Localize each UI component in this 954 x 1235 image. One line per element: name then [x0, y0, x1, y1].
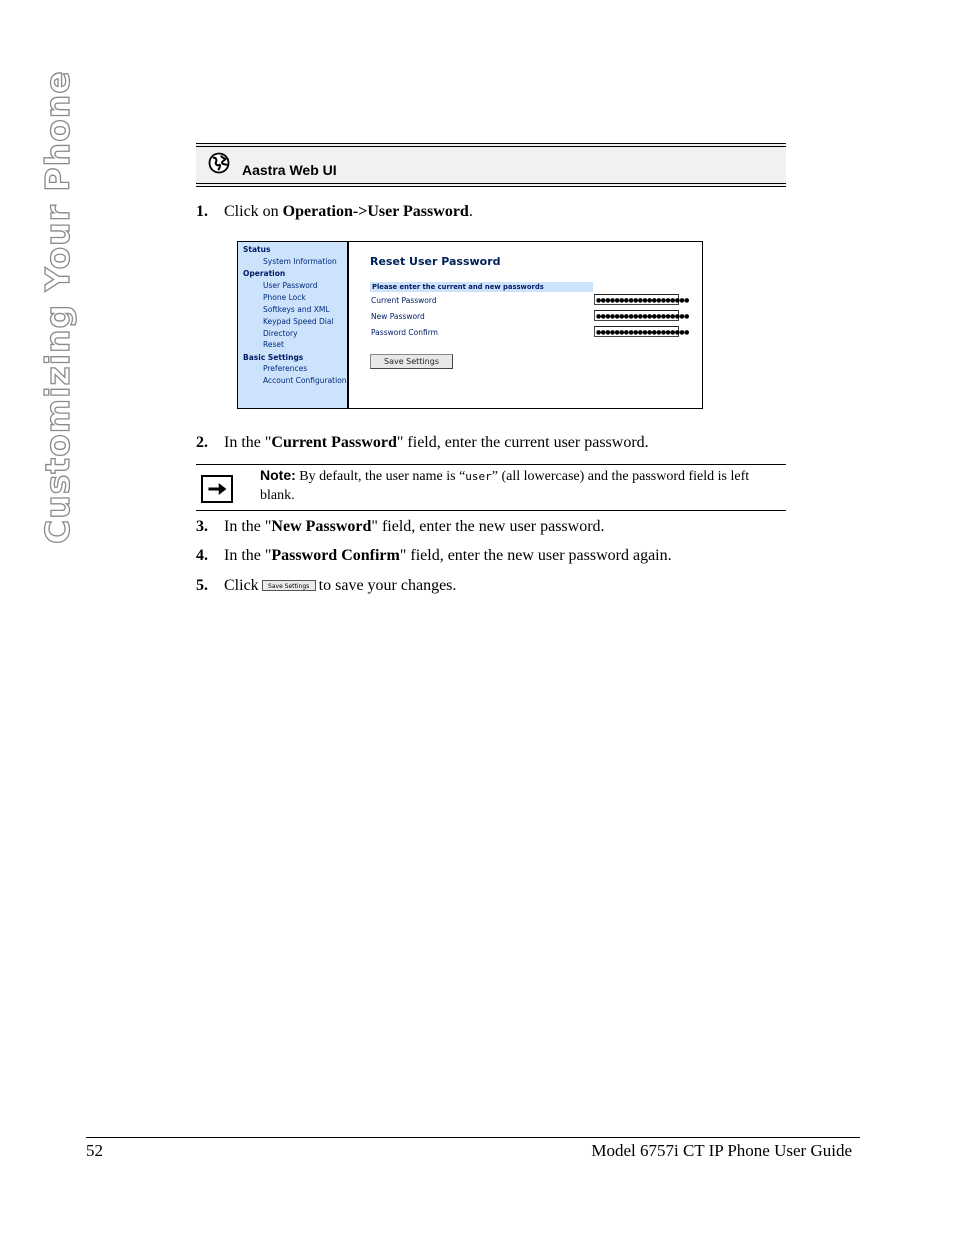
nav-item-keypad-speed-dial[interactable]: Keypad Speed Dial: [263, 317, 334, 326]
page-number: 52: [86, 1141, 103, 1160]
nav-item-softkeys-xml[interactable]: Softkeys and XML: [263, 305, 330, 314]
new-password-input[interactable]: ●●●●●●●●●●●●●●●●●●●●: [594, 310, 679, 321]
nav-item-system-information[interactable]: System Information: [263, 257, 337, 266]
nav-item-account-configuration[interactable]: Account Configuration: [263, 376, 347, 385]
nav-item-directory[interactable]: Directory: [263, 329, 298, 338]
nav-item-phone-lock[interactable]: Phone Lock: [263, 293, 306, 302]
footer-divider: [86, 1137, 860, 1138]
web-ui-nav-sidebar: [238, 242, 349, 408]
nav-section-status[interactable]: Status: [243, 245, 271, 254]
note-box: [196, 464, 786, 511]
note-text: Note: By default, the user name is “user” (all lowercase) and the password field is left blank.: [260, 467, 750, 503]
step-5: 5. Click Save Settings to save your changes.: [196, 577, 457, 594]
password-confirm-input[interactable]: ●●●●●●●●●●●●●●●●●●●●: [594, 326, 679, 337]
nav-item-user-password[interactable]: User Password: [263, 281, 318, 290]
guide-title: Model 6757i CT IP Phone User Guide: [591, 1141, 852, 1160]
password-confirm-label: Password Confirm: [371, 328, 438, 337]
current-password-label: Current Password: [371, 296, 437, 305]
save-settings-button[interactable]: Save Settings: [370, 354, 453, 369]
password-instruction: Please enter the current and new passwords: [370, 282, 593, 292]
step-1: 1. Click on Operation->User Password.: [196, 203, 473, 220]
new-password-label: New Password: [371, 312, 425, 321]
web-ui-header-bar: [196, 143, 786, 187]
inline-save-settings-button: Save Settings: [262, 580, 316, 591]
web-ui-label: Aastra Web UI: [242, 162, 337, 178]
nav-item-reset[interactable]: Reset: [263, 340, 284, 349]
web-ui-main-panel: [349, 242, 702, 408]
arrow-right-icon: [201, 475, 233, 503]
reset-password-title: Reset User Password: [370, 255, 501, 268]
globe-icon: [208, 152, 230, 174]
step-2: 2. In the "Current Password" field, enter the current user password.: [196, 434, 649, 451]
nav-item-preferences[interactable]: Preferences: [263, 364, 308, 373]
nav-section-operation[interactable]: Operation: [243, 269, 286, 278]
current-password-input[interactable]: ●●●●●●●●●●●●●●●●●●●●: [594, 294, 679, 305]
nav-section-basic-settings[interactable]: Basic Settings: [243, 353, 304, 362]
web-ui-screenshot: [237, 241, 703, 409]
step-4: 4. In the "Password Confirm" field, enter the new user password again.: [196, 547, 672, 564]
side-chapter-title: Customizing Your Phone: [38, 70, 77, 544]
step-3: 3. In the "New Password" field, enter the new user password.: [196, 518, 605, 535]
